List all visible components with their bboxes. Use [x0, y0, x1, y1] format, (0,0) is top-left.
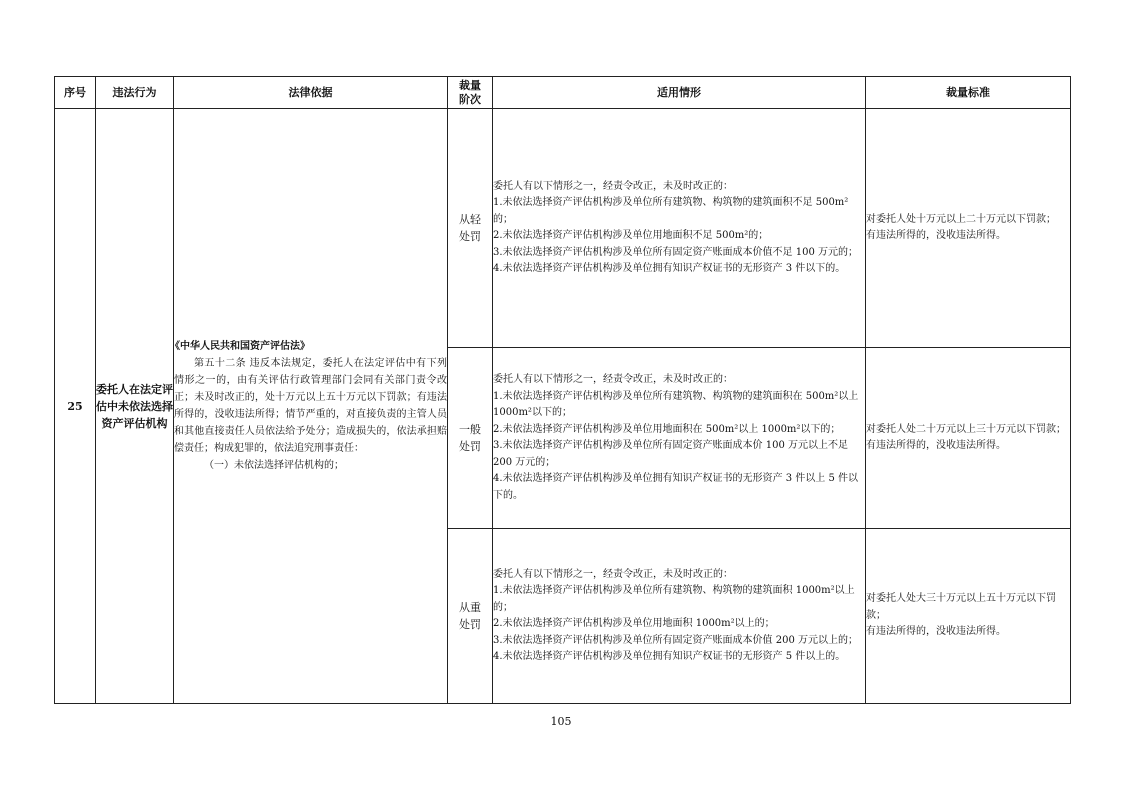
- law-title: 《中华人民共和国资产评估法》: [170, 341, 310, 352]
- standard-heavy: [866, 529, 1071, 704]
- situation-light-line: 委托人有以下情形之一，经责令改正，未及时改正的：: [493, 180, 733, 192]
- header-no: 序号: [55, 77, 96, 109]
- law-article: 第五十二条 违反本法规定，委托人在法定评估中有下列情形之一的，由有关评估行政管理部门会同有关部门责令改正；未及时改正的，处十万元以上五十万元以下罚款；有违法所得的，没收违法所得；情节严重的，对直接负责的主管人员和其他直接责任人员依法给予处分；造成损失的，依法承担赔偿责任；构成犯罪的，依法追究刑事责任：: [174, 358, 447, 454]
- penalty-level-light: 从轻 处罚: [448, 109, 493, 348]
- situation-heavy: [493, 529, 866, 704]
- situation-heavy-line: 1.未依法选择资产评估机构涉及单位所有建筑物、构筑物的建筑面积 1000m²以上的；: [493, 585, 855, 613]
- standard-light-line: 对委托人处十万元以上二十万元以下罚款；: [866, 213, 1056, 225]
- situation-light-line: 3.未依法选择资产评估机构涉及单位所有固定资产账面成本价值不足 100 万元的；: [493, 246, 858, 258]
- penalty-standard-table: [54, 76, 1071, 704]
- table-row-tier-1: [55, 109, 1071, 348]
- header-situation: 适用情形: [493, 77, 866, 109]
- header-row: [55, 77, 1071, 109]
- situation-normal-line: 3.未依法选择资产评估机构涉及单位所有固定资产账面成本价 100 万元以上不足 200 万元的；: [493, 440, 848, 468]
- situation-light-line: 4.未依法选择资产评估机构涉及单位拥有知识产权证书的无形资产 3 件以下的。: [493, 263, 846, 274]
- penalty-level-normal: 一般 处罚: [448, 348, 493, 529]
- standard-normal-line: 有违法所得的，没收违法所得。: [866, 440, 1006, 451]
- standard-normal: [866, 348, 1071, 529]
- header-violation: 违法行为: [96, 77, 174, 109]
- situation-heavy-line: 3.未依法选择资产评估机构涉及单位所有固定资产账面成本价值 200 万元以上的；: [493, 634, 858, 646]
- law-item: （一）未依法选择评估机构的；: [204, 460, 344, 471]
- header-penalty-level: 裁量 阶次: [448, 77, 493, 109]
- row-number: 25: [55, 109, 96, 704]
- header-legal-basis: 法律依据: [174, 77, 448, 109]
- header-standard: 裁量标准: [866, 77, 1071, 109]
- standard-normal-line: 对委托人处二十万元以上三十万元以下罚款；: [866, 423, 1066, 435]
- standard-light: [866, 109, 1071, 348]
- legal-basis-cell: [170, 109, 448, 704]
- situation-light-line: 2.未依法选择资产评估机构涉及单位用地面积不足 500m²的；: [493, 230, 769, 241]
- situation-heavy-line: 4.未依法选择资产评估机构涉及单位拥有知识产权证书的无形资产 5 件以上的。: [493, 651, 846, 662]
- situation-normal: [493, 348, 866, 529]
- situation-normal-line: 2.未依法选择资产评估机构涉及单位用地面积在 500m²以上 1000m²以下的；: [493, 423, 841, 435]
- situation-normal-line: 4.未依法选择资产评估机构涉及单位拥有知识产权证书的无形资产 3 件以上 5 件以下的。: [493, 473, 858, 501]
- situation-normal-line: 委托人有以下情形之一，经责令改正，未及时改正的：: [493, 374, 733, 385]
- situation-normal-line: 1.未依法选择资产评估机构涉及单位所有建筑物、构筑物的建筑面积在 500m²以上 1000m²以下的；: [493, 390, 859, 418]
- standard-light-line: 有违法所得的，没收违法所得。: [866, 230, 1006, 241]
- situation-heavy-line: 2.未依法选择资产评估机构涉及单位用地面积 1000m²以上的；: [493, 618, 775, 629]
- situation-light: [493, 109, 866, 348]
- violation-cell: 委托人在法定评估中未依法选择资产评估机构: [96, 109, 174, 704]
- standard-heavy-line: 有违法所得的，没收违法所得。: [866, 626, 1006, 638]
- standard-heavy-line: 对委托人处大三十万元以上五十万元以下罚款；: [866, 593, 1056, 621]
- penalty-level-heavy: 从重 处罚: [448, 529, 493, 704]
- page-number: 105: [550, 715, 572, 728]
- situation-light-line: 1.未依法选择资产评估机构涉及单位所有建筑物、构筑物的建筑面积不足 500m²的；: [493, 197, 849, 225]
- situation-heavy-line: 委托人有以下情形之一，经责令改正，未及时改正的：: [493, 568, 733, 580]
